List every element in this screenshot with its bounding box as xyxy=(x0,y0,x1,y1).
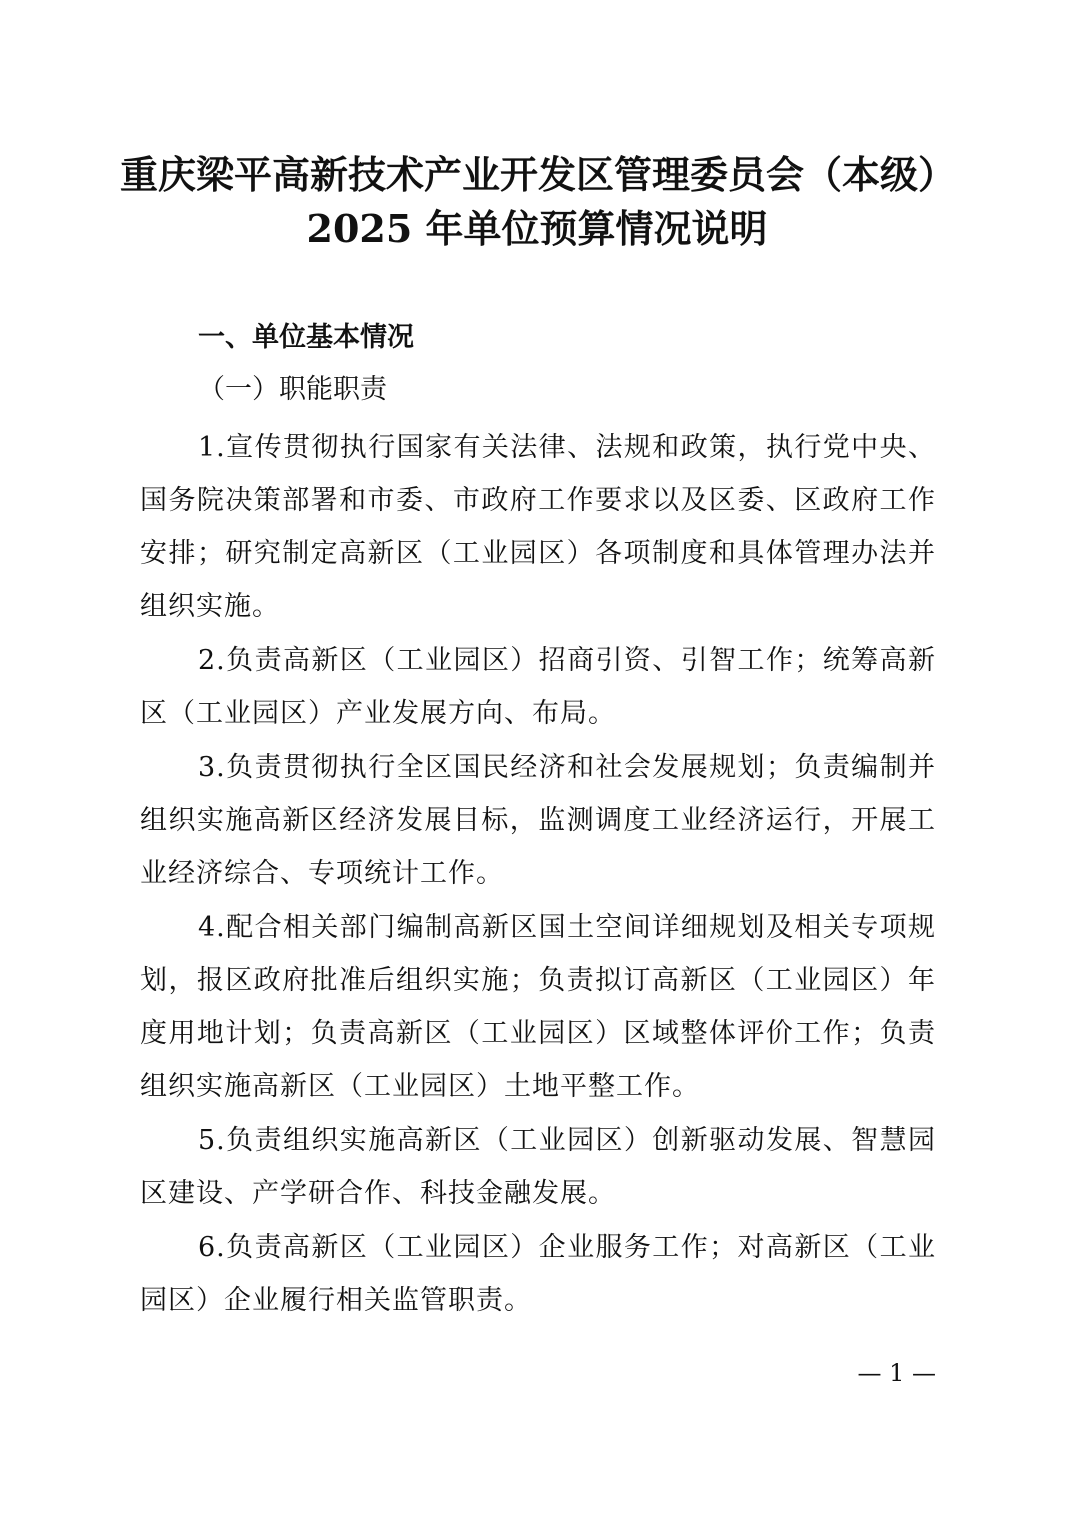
paragraph-2: 2.负责高新区（工业园区）招商引资、引智工作；统筹高新区（工业园区）产业发展方向、布局。 xyxy=(140,645,936,729)
paragraph-1: 1.宣传贯彻执行国家有关法律、法规和政策，执行党中央、国务院决策部署和市委、市政府工作要求以及区委、区政府工作安排；研究制定高新区（工业园区）各项制度和具体管理办法并组织实施。 xyxy=(140,432,936,622)
paragraph-4: 4.配合相关部门编制高新区国土空间详细规划及相关专项规划，报区政府批准后组织实施；负责拟订高新区（工业园区）年度用地计划；负责高新区（工业园区）区域整体评价工作；负责组织实施高新区（工业园区）土地平整工作。 xyxy=(140,912,936,1102)
document-title-line-2: 2025 年单位预算情况说明 xyxy=(306,206,768,251)
paragraph-3: 3.负责贯彻执行全区国民经济和社会发展规划；负责编制并组织实施高新区经济发展目标，监测调度工业经济运行，开展工业经济综合、专项统计工作。 xyxy=(140,752,936,889)
section-heading: 一、单位基本情况 xyxy=(198,322,414,353)
page-number: — 1 — xyxy=(857,1359,936,1387)
document-title-line-1: 重庆梁平高新技术产业开发区管理委员会（本级） xyxy=(120,152,957,197)
subsection-heading: （一）职能职责 xyxy=(198,374,387,405)
paragraph-6: 6.负责高新区（工业园区）企业服务工作；对高新区（工业园区）企业履行相关监管职责。 xyxy=(140,1232,936,1316)
paragraph-5: 5.负责组织实施高新区（工业园区）创新驱动发展、智慧园区建设、产学研合作、科技金融发展。 xyxy=(140,1125,936,1209)
